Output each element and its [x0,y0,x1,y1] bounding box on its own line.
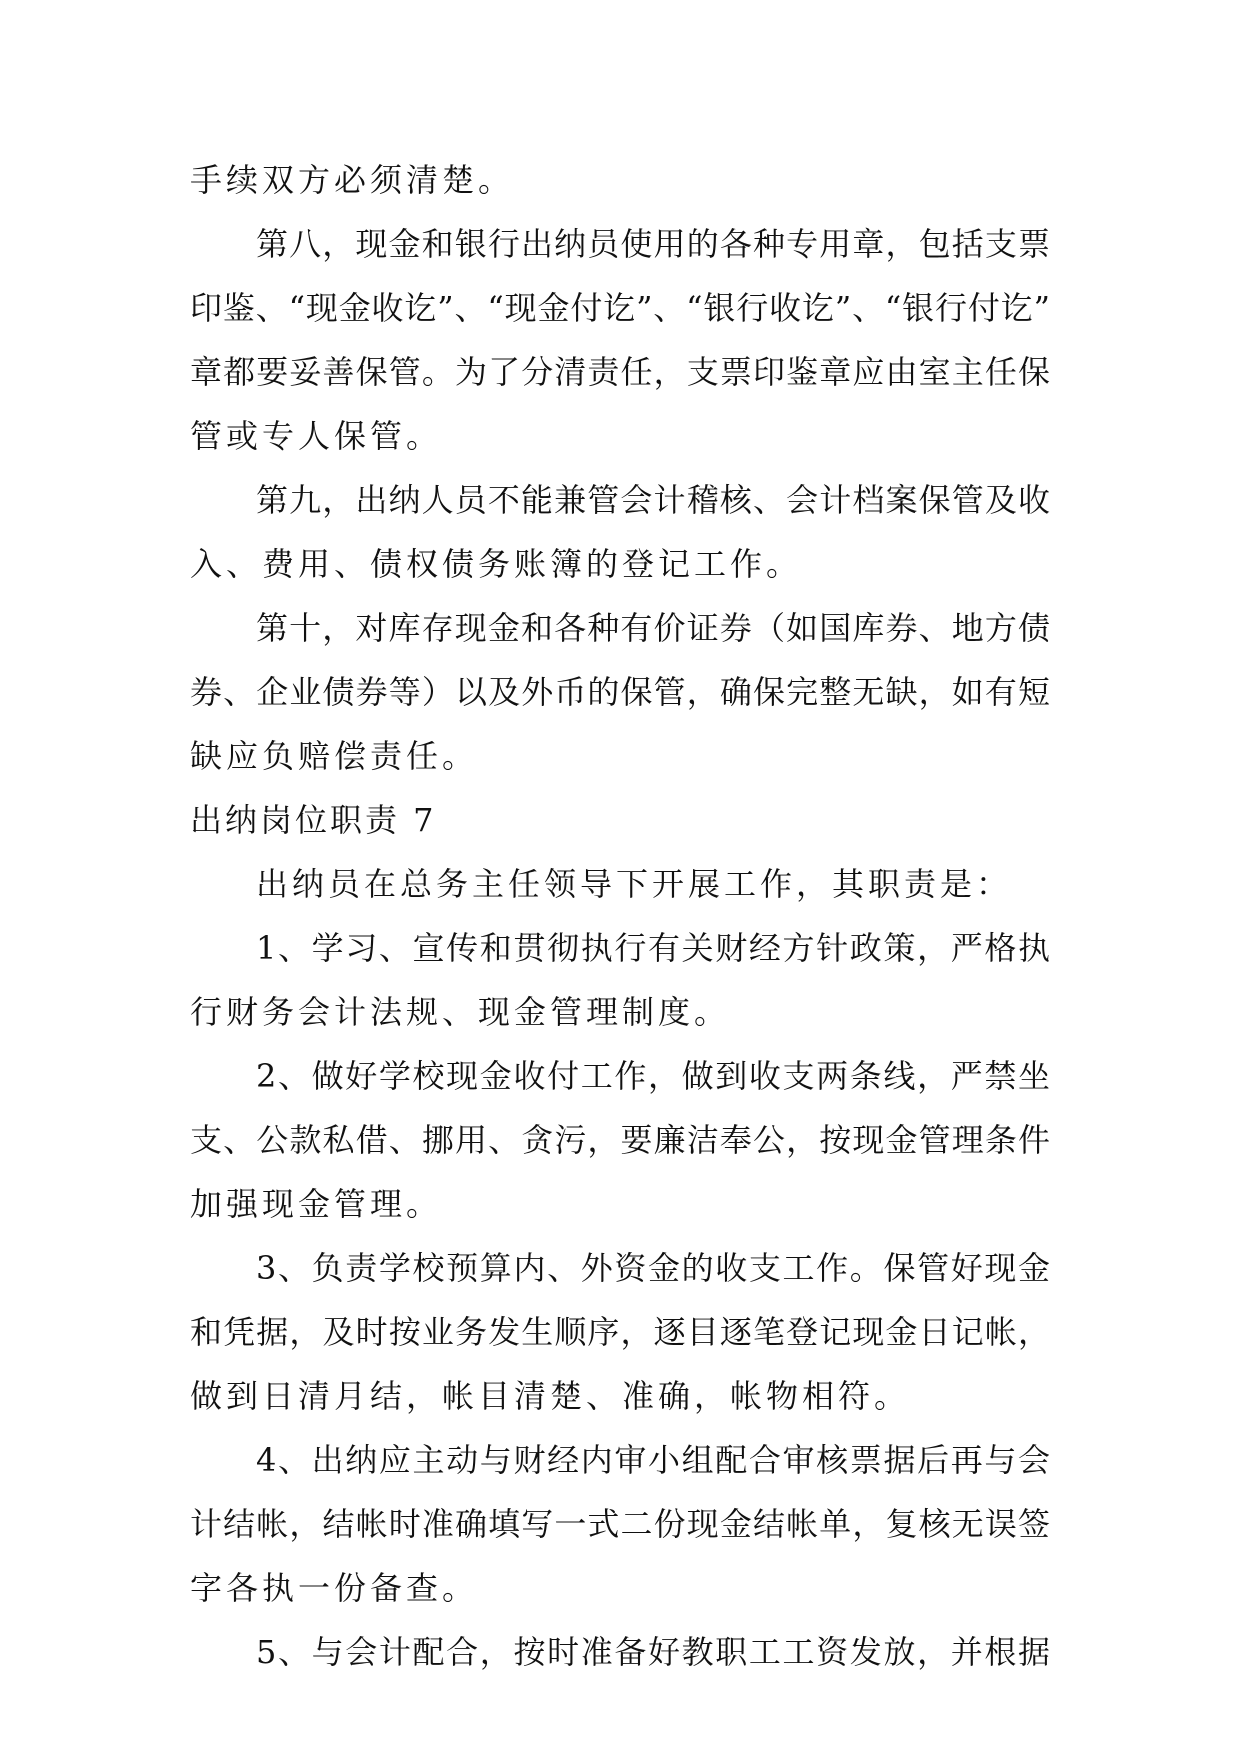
document-body [190,160,1050,1696]
text-line: 做到日清月结，帐目清楚、准确，帐物相符。 [190,1377,911,1415]
text-line: 和凭据，及时按业务发生顺序，逐目逐笔登记现金日记帐， [190,1313,1050,1351]
text-line: 字各执一份备查。 [190,1569,479,1607]
text-line: 加强现金管理。 [190,1185,443,1223]
section-heading: 出纳岗位职责 7 [190,801,437,839]
text-line: 券、企业债券等）以及外币的保管，确保完整无缺，如有短 [190,673,1050,711]
text-line: 计结帐，结帐时准确填写一式二份现金结帐单，复核无误签 [190,1505,1050,1543]
text-line: 第八，现金和银行出纳员使用的各种专用章，包括支票 [256,225,1050,263]
text-line: 印鉴、“现金收讫”、“现金付讫”、“银行收讫”、“银行付讫” [190,289,1050,327]
text-line: 支、公款私借、挪用、贪污，要廉洁奉公，按现金管理条件 [190,1121,1050,1159]
text-line: 5、与会计配合，按时准备好教职工工资发放，并根据 [256,1633,1050,1671]
text-line: 章都要妥善保管。为了分清责任，支票印鉴章应由室主任保 [190,353,1050,391]
text-line: 第九，出纳人员不能兼管会计稽核、会计档案保管及收 [256,481,1050,519]
text-line: 第十，对库存现金和各种有价证券（如国库券、地方债 [256,609,1050,647]
text-line: 1、学习、宣传和贯彻执行有关财经方针政策，严格执 [256,929,1050,967]
text-line: 缺应负赔偿责任。 [190,737,479,775]
text-line: 2、做好学校现金收付工作，做到收支两条线，严禁坐 [256,1057,1050,1095]
text-line: 管或专人保管。 [190,417,443,455]
text-line: 行财务会计法规、现金管理制度。 [190,993,731,1031]
text-line: 入、费用、债权债务账簿的登记工作。 [190,545,803,583]
text-line: 3、负责学校预算内、外资金的收支工作。保管好现金 [256,1249,1050,1287]
text-line: 手续双方必须清楚。 [190,161,515,199]
text-line: 4、出纳应主动与财经内审小组配合审核票据后再与会 [256,1441,1050,1479]
text-line: 出纳员在总务主任领导下开展工作，其职责是： [256,865,1013,903]
